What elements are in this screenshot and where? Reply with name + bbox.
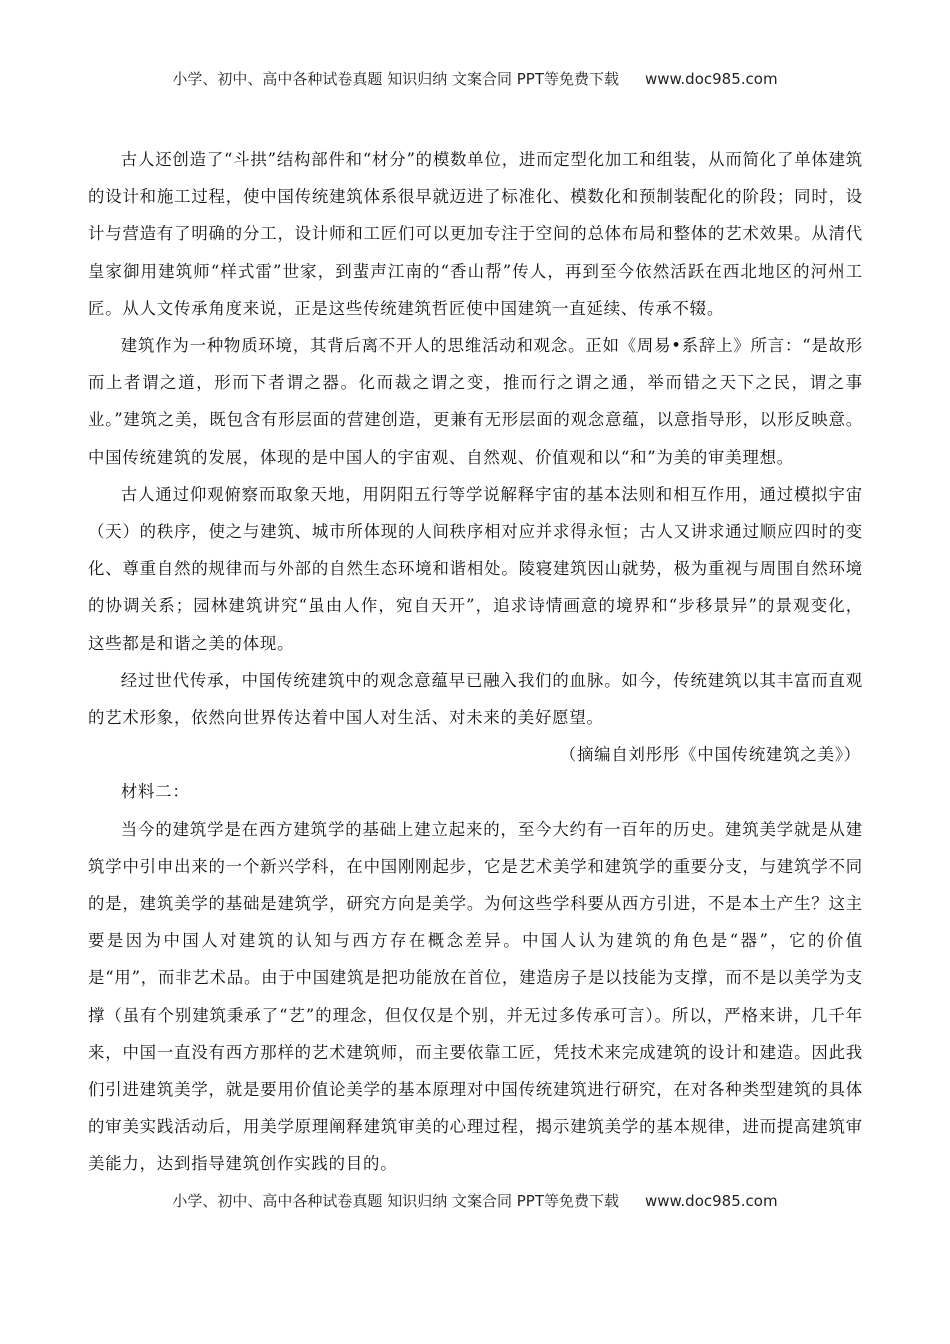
- paragraph-2: 建筑作为一种物质环境，其背后离不开人的思维活动和观念。正如《周易•系辞上》所言：“是故形而上者谓之道，形而下者谓之器。化而裁之谓之变，推而行之谓之通，举而错之天下之民，谓之事业。”建筑之美，既包含有形层面的营建创造，更兼有无形层面的观念意蕴，以意指导形，以形反映意。中国传统建筑的发展，体现的是中国人的宇宙观、自然观、价值观和以“和”为美的审美理想。: [88, 336, 863, 467]
- paragraph-1: 古人还创造了“斗拱”结构部件和“材分”的模数单位，进而定型化加工和组装，从而简化了单体建筑的设计和施工过程，使中国传统建筑体系很早就迈进了标准化、模数化和预制装配化的阶段；同时，设计与营造有了明确的分工，设计师和工匠们可以更加专注于空间的总体布局和整体的艺术效果。从清代皇家御用建筑师“样式雷”世家，到蜚声江南的“香山帮”传人，再到至今依然活跃在西北地区的河州工匠。从人文传承角度来说，正是这些传统建筑哲匠使中国建筑一直延续、传承不辍。: [88, 150, 863, 318]
- source-citation: （摘编自刘彤彤《中国传统建筑之美》）: [559, 745, 861, 765]
- footer-text: 小学、初中、高中各种试卷真题 知识归纳 文案合同 PPT等免费下载: [172, 1192, 619, 1210]
- page-header: [0, 68, 950, 89]
- paragraph-4: 经过世代传承，中国传统建筑中的观念意蕴早已融入我们的血脉。如今，传统建筑以其丰富而直观的艺术形象，依然向世界传达着中国人对生活、对未来的美好愿望。: [88, 670, 863, 728]
- page-footer: [0, 1190, 950, 1211]
- article-body: [88, 141, 863, 1183]
- header-site-link[interactable]: www.doc985.com: [644, 70, 778, 88]
- footer-site-link[interactable]: www.doc985.com: [644, 1192, 778, 1210]
- header-text: 小学、初中、高中各种试卷真题 知识归纳 文案合同 PPT等免费下载: [172, 70, 619, 88]
- paragraph-3: 古人通过仰观俯察而取象天地，用阴阳五行等学说解释宇宙的基本法则和相互作用，通过模拟宇宙（天）的秩序，使之与建筑、城市所体现的人间秩序相对应并求得永恒；古人又讲求通过顺应四时的变化、尊重自然的规律而与外部的自然生态环境和谐相处。陵寝建筑因山就势，极为重视与周围自然环境的协调关系；园林建筑讲究“虽由人作，宛自天开”，追求诗情画意的境界和“步移景异”的景观变化，这些都是和谐之美的体现。: [88, 484, 863, 653]
- material-2-paragraph: 当今的建筑学是在西方建筑学的基础上建立起来的，至今大约有一百年的历史。建筑美学就是从建筑学中引申出来的一个新兴学科，在中国刚刚起步，它是艺术美学和建筑学的重要分支，与建筑学不同的是，建筑美学的基础是建筑学，研究方向是美学。为何这些学科要从西方引进，不是本土产生？这主要是因为中国人对建筑的认知与西方存在概念差异。中国人认为建筑的角色是“器”，它的价值是“用”，而非艺术品。由于中国建筑是把功能放在首位，建造房子是以技能为支撑，而不是以美学为支撑（虽有个别建筑秉承了“艺”的理念，但仅仅是个别，并无过多传承可言）。所以，严格来讲，几千年来，中国一直没有西方那样的艺术建筑师，而主要依靠工匠，凭技术来完成建筑的设计和建造。因此我们引进建筑美学，就是要用价值论美学的基本原理对中国传统建筑进行研究，在对各种类型建筑的具体的审美实践活动后，用美学原理阐释建筑审美的心理过程，揭示建筑美学的基本规律，进而提高建筑审美能力，达到指导建筑创作实践的目的。: [88, 819, 863, 1174]
- material-2-label: 材料二：: [120, 782, 190, 802]
